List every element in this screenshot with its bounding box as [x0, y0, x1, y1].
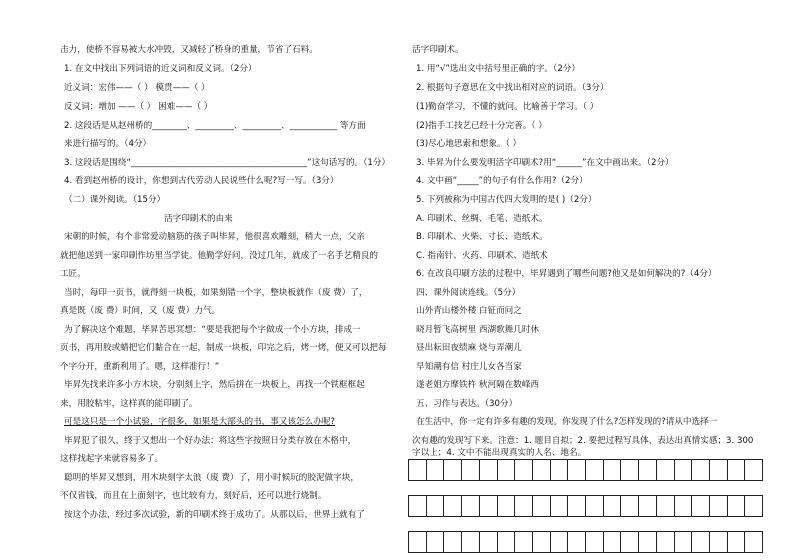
sub-question: (3)尽心地思索和想象。（ ） [416, 139, 522, 149]
passage-line: 这样找起字来就容易多了。 [60, 454, 164, 464]
underlined-sentence: 可是这只是一个小试验，字很多，如果是大部头的书，事又该怎么办呢? [64, 417, 335, 427]
essay-prompt: 次有趣的发现写下来。注意：1. 题目自拟；2. 要把过程写具体，表达出真情实感；3. 300 [412, 436, 754, 446]
question-1: 1. 用“√”选出文中括号里正确的字。（2分） [416, 64, 580, 74]
section-heading: （二）课外阅读。（15分） [64, 195, 166, 205]
question-4: 4. 看到赵州桥的设计，你想到古代劳动人民说些什么呢?写一写。（3分） [64, 176, 339, 186]
passage-line: 来，用胶粘牢，这样真的能印刷了。 [60, 399, 198, 409]
passage-title: 活字印刷术的由来 [164, 214, 233, 224]
option-b: B. 印刷术、火柴、寸长、造纸术。 [416, 232, 548, 242]
essay-prompt: 在生活中，你一定有许多有趣的发现。你发现了什么?怎样发现的?请从中选择一 [416, 417, 718, 427]
grid-row[interactable] [408, 495, 763, 517]
synonym-line: 近义词：宏伟——（ ） 模贯——（ ） [64, 83, 210, 93]
passage-line: 个字分开，重新利用了。嗯，这样准行！” [60, 362, 220, 372]
passage-line: 宋朝的时候，有个非常爱动脑筋的孩子叫毕昇，他很喜欢雕刻，稍大一点，父亲 [64, 232, 365, 242]
option-a: A. 印刷术、丝绸、毛笔、造纸术。 [416, 214, 548, 224]
passage-line: 不仅省钱，而且在上面刻字，也比较有力，刻好后，还可以进行烧制。 [60, 491, 327, 501]
matching-row: 昼出耘田夜绩麻 烧与弄潮儿 [416, 343, 522, 353]
question-3: 3. 这段话是围绕“_________________________________________”这句话写的。（1分） [64, 158, 391, 168]
passage-line: 工匠。 [60, 269, 86, 279]
matching-row: 山外青山楼外楼 白钲而问之 [416, 306, 522, 316]
grid-row[interactable] [408, 459, 763, 481]
passage-line: 当时，每印一页书，就得刻一块板，如果刻错一个字，整块板就作（废 费）了， [64, 288, 368, 298]
question-2: 2. 根据句子意思在文中找出相对应的词语。（3分） [416, 83, 609, 93]
question-2-cont: 来进行描写的。（4分） [64, 139, 152, 149]
grid-row[interactable] [408, 531, 763, 553]
option-c: C. 指南针、火药、印刷术、造纸术 [416, 251, 548, 261]
text-line: 击力，使桥不容易被大水冲毁，又减轻了桥身的重量，节省了石料。 [60, 45, 318, 55]
section-heading: 五、习作与表达。（30分） [416, 399, 518, 409]
passage-line: 就把他送到一家印刷作坊里当学徒。他勤学好问，没过几年，就成了一名手艺精良的 [60, 251, 378, 261]
matching-row: 遂老姐方摩铁杵 秋河隔在数峰西 [416, 380, 540, 390]
question-6: 6. 在改良印刷方法的过程中，毕昇遇到了哪些问题?他又是如何解决的?（4分） [416, 269, 717, 279]
matching-row: 早知潮有信 村庄儿女各当家 [416, 362, 522, 372]
passage-line: 真是既（废 费）时间，又（废 费）力气。 [60, 306, 221, 316]
passage-line: 毕昇犯了很久，终于又想出一个好办法：将这些字按照日分类存放在木格中， [64, 436, 357, 446]
question-1: 1. 在文中找出下列词语的近义词和反义词。（2分） [64, 64, 257, 74]
passage-line: 聪明的毕昇又想到，用木块刻字太浪（废 费）了，用小时候玩的胶泥做字块， [64, 473, 359, 483]
passage-line: 按这个办法，经过多次试验，新的印刷术终于成功了。从那以后，世界上就有了 [64, 510, 365, 520]
question-4: 4. 文中画“_____”的句子有什么作用?（2分） [416, 176, 588, 186]
question-5: 5. 下列被称为中国古代四大发明的是( )（2分） [416, 195, 597, 205]
section-heading: 四、课外阅读连线。（5分） [416, 288, 521, 298]
passage-line: 为了解决这个难题，毕昇苦思冥想：“要是我把每个字做成一个小方块，排成一 [64, 325, 361, 335]
writing-grid[interactable] [408, 459, 763, 555]
question-2: 2. 这段话是从赵州桥的________、_________、_________、___________ 等方面 [64, 121, 366, 131]
sub-question: (1)勤奋学习，不懂的就问。比喻善于学习。（ ） [416, 102, 599, 112]
passage-line: 毕昇先找来许多小方木块，分别刻上字，然后拼在一块板上，再找一个铁框框起 [64, 380, 365, 390]
essay-prompt-last: 字以上；4. 文中不能出现真实的人名、地名。 [412, 448, 587, 458]
matching-row: 晓月暂飞高树里 西湖歌舞几时休 [416, 325, 540, 335]
question-3: 3. 毕昇为什么要发明活字印刷术?用“______”在文中画出来。（2分） [416, 158, 674, 168]
passage-line: 页书，再用胶或蜡把它们黏合在一起，制成一块板，印完之后，烤一烤，便又可以把每 [60, 343, 387, 353]
sub-question: (2)指手工技艺已经十分完善。（ ） [416, 121, 547, 131]
text-line: 活字印刷术。 [412, 45, 464, 55]
antonym-line: 反义词：增加 ——（ ） 困难——（ ） [64, 102, 213, 112]
